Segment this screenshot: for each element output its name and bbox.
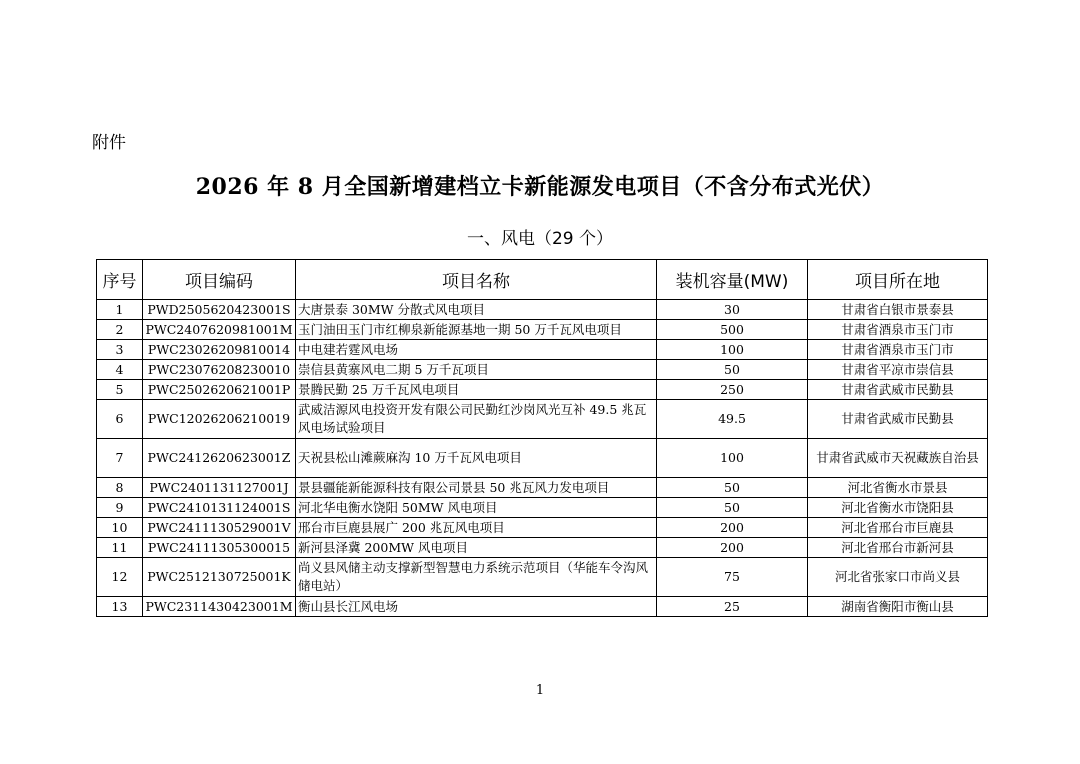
row-capacity: 200 [657,538,808,558]
row-project-code: PWC2512130725001K [143,558,296,597]
row-project-code: PWC2407620981001M [143,320,296,340]
row-index: 12 [97,558,143,597]
row-capacity: 75 [657,558,808,597]
row-project-code: PWC23026209810014 [143,340,296,360]
row-index: 4 [97,360,143,380]
row-capacity: 50 [657,498,808,518]
row-project-name: 邢台市巨鹿县展广 200 兆瓦风电项目 [296,518,657,538]
row-location: 甘肃省武威市民勤县 [808,400,988,439]
row-location: 河北省衡水市景县 [808,478,988,498]
row-project-name: 河北华电衡水饶阳 50MW 风电项目 [296,498,657,518]
row-project-name: 景腾民勤 25 万千瓦风电项目 [296,380,657,400]
row-index: 7 [97,439,143,478]
page-number: 1 [535,683,545,698]
row-project-code: PWC2411130529001V [143,518,296,538]
row-index: 9 [97,498,143,518]
header-project-name: 项目名称 [296,260,657,300]
row-index: 3 [97,340,143,360]
row-capacity: 49.5 [657,400,808,439]
row-location: 甘肃省武威市天祝藏族自治县 [808,439,988,478]
projects-table [96,259,988,617]
row-project-code: PWC2412620623001Z [143,439,296,478]
row-capacity: 50 [657,360,808,380]
header-location: 项目所在地 [808,260,988,300]
row-capacity: 30 [657,300,808,320]
table-row [97,498,988,518]
row-project-code: PWC2410131124001S [143,498,296,518]
row-capacity: 25 [657,597,808,617]
row-location: 湖南省衡阳市衡山县 [808,597,988,617]
row-location: 河北省邢台市新河县 [808,538,988,558]
table-row [97,478,988,498]
table-row [97,400,988,439]
table-row [97,538,988,558]
table-row [97,597,988,617]
row-index: 11 [97,538,143,558]
table-row [97,380,988,400]
row-project-code: PWC24111305300015 [143,538,296,558]
row-project-name: 衡山县长江风电场 [296,597,657,617]
row-project-code: PWC2311430423001M [143,597,296,617]
row-location: 甘肃省白银市景泰县 [808,300,988,320]
row-location: 河北省邢台市巨鹿县 [808,518,988,538]
row-index: 13 [97,597,143,617]
row-project-name: 大唐景泰 30MW 分散式风电项目 [296,300,657,320]
row-index: 6 [97,400,143,439]
row-project-code: PWC12026206210019 [143,400,296,439]
page-title: 2026 年 8 月全国新增建档立卡新能源发电项目（不含分布式光伏） [195,174,885,200]
row-project-code: PWD2505620423001S [143,300,296,320]
table-row [97,320,988,340]
row-location: 甘肃省平凉市崇信县 [808,360,988,380]
row-project-name: 尚义县风储主动支撑新型智慧电力系统示范项目（华能车令沟风储电站） [296,558,657,597]
header-index: 序号 [97,260,143,300]
table-row [97,340,988,360]
attachment-label: 附件 [92,133,126,153]
row-project-code: PWC23076208230010 [143,360,296,380]
row-index: 5 [97,380,143,400]
header-project-code: 项目编码 [143,260,296,300]
table-row [97,300,988,320]
table-row [97,518,988,538]
row-project-name: 天祝县松山滩蕨麻沟 10 万千瓦风电项目 [296,439,657,478]
row-location: 河北省张家口市尚义县 [808,558,988,597]
section-title: 一、风电（29 个） [466,229,614,249]
row-capacity: 200 [657,518,808,538]
row-project-name: 中电建若霆风电场 [296,340,657,360]
row-location: 甘肃省武威市民勤县 [808,380,988,400]
row-project-name: 景县疆能新能源科技有限公司景县 50 兆瓦风力发电项目 [296,478,657,498]
table-header-row [97,260,988,300]
table-row [97,439,988,478]
row-index: 10 [97,518,143,538]
row-capacity: 100 [657,340,808,360]
row-location: 河北省衡水市饶阳县 [808,498,988,518]
table-row [97,360,988,380]
header-capacity: 装机容量(MW) [657,260,808,300]
row-project-name: 玉门油田玉门市红柳泉新能源基地一期 50 万千瓦风电项目 [296,320,657,340]
row-project-code: PWC2401131127001J [143,478,296,498]
row-project-name: 崇信县黄寨风电二期 5 万千瓦项目 [296,360,657,380]
row-project-code: PWC2502620621001P [143,380,296,400]
row-project-name: 新河县泽冀 200MW 风电项目 [296,538,657,558]
row-location: 甘肃省酒泉市玉门市 [808,340,988,360]
table-row [97,558,988,597]
row-capacity: 250 [657,380,808,400]
row-capacity: 100 [657,439,808,478]
row-index: 2 [97,320,143,340]
row-project-name: 武威洁源风电投资开发有限公司民勤红沙岗风光互补 49.5 兆瓦风电场试验项目 [296,400,657,439]
row-location: 甘肃省酒泉市玉门市 [808,320,988,340]
row-index: 1 [97,300,143,320]
row-capacity: 50 [657,478,808,498]
row-index: 8 [97,478,143,498]
row-capacity: 500 [657,320,808,340]
